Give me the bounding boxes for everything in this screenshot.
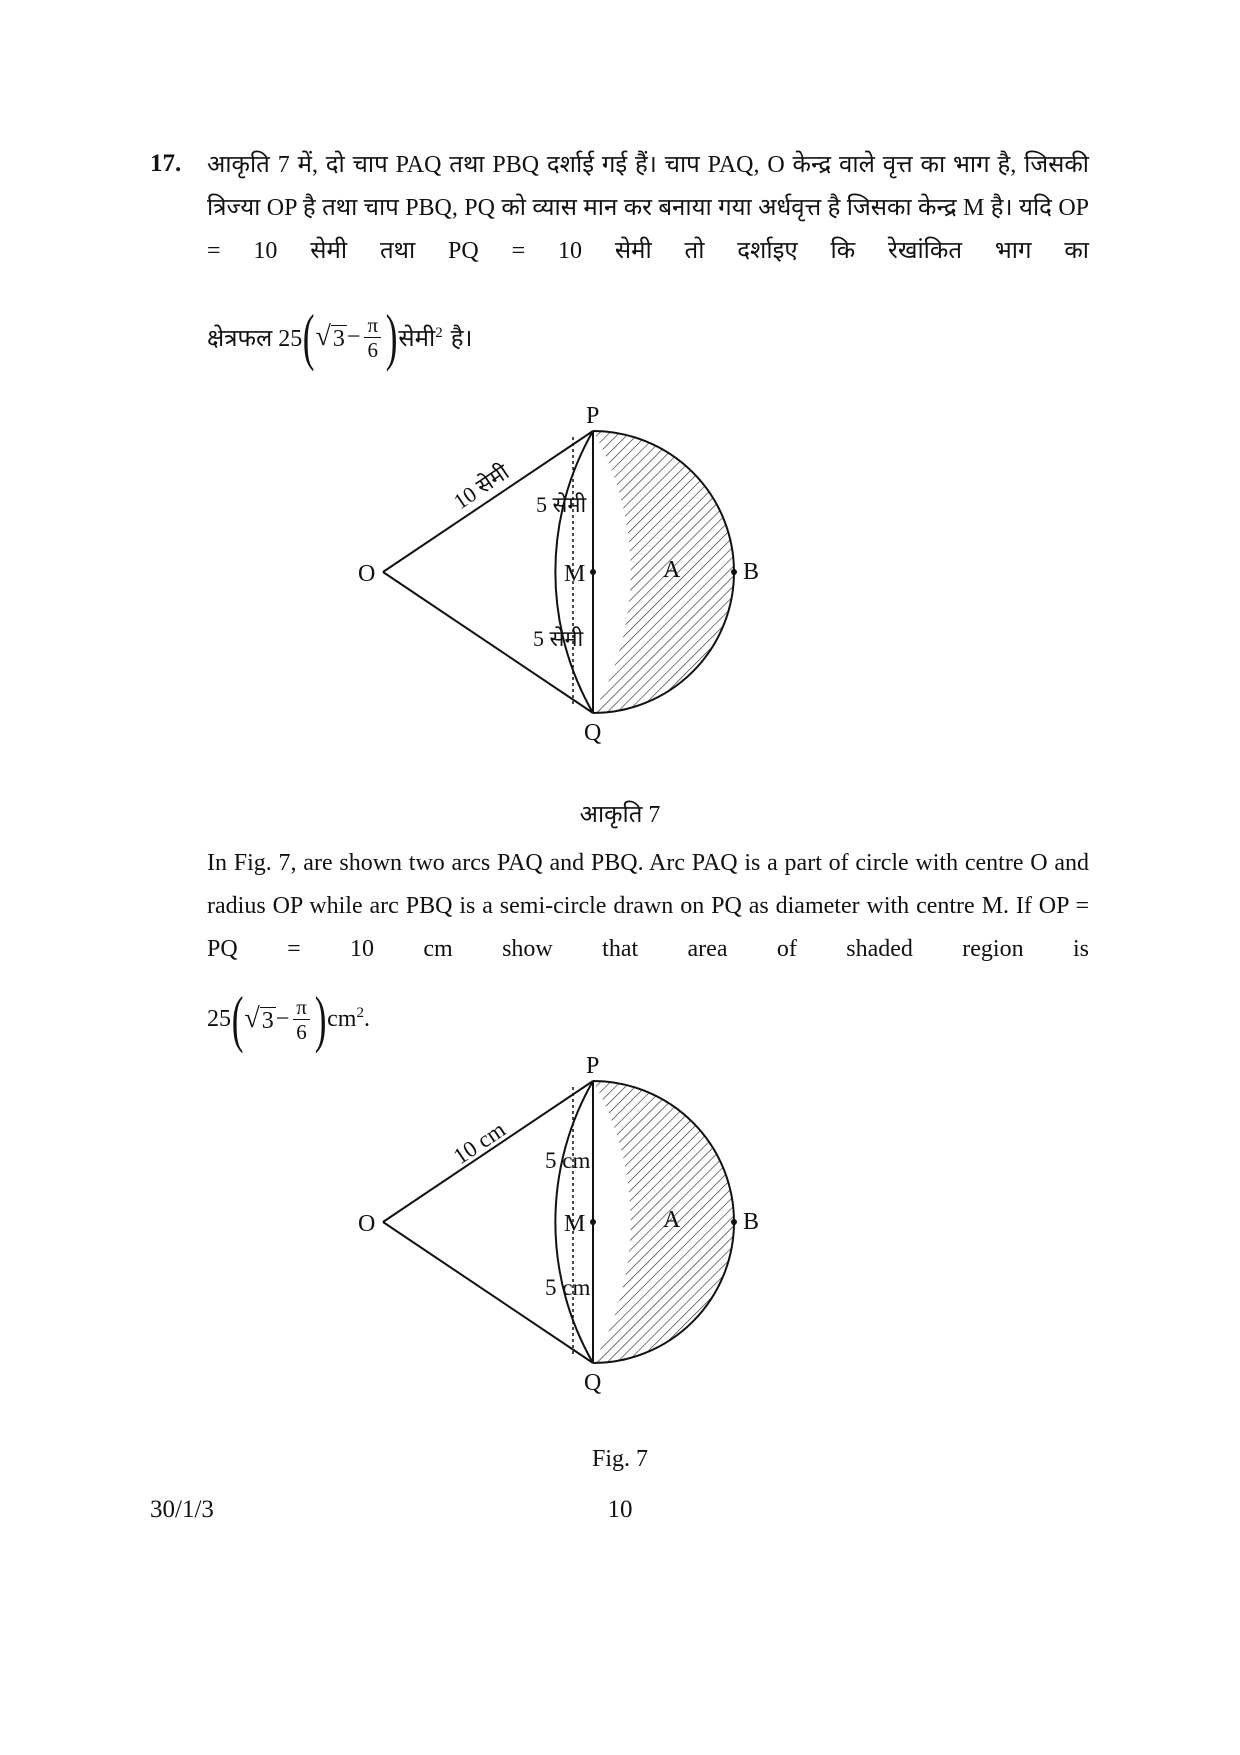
left-paren: ( bbox=[231, 983, 244, 1054]
point-M bbox=[590, 1219, 596, 1225]
point-B bbox=[731, 1219, 737, 1225]
question-number: 17. bbox=[150, 150, 182, 177]
label-A: A bbox=[663, 557, 681, 583]
pi-over-six: $\frac{\pi}{6}$ bbox=[293, 995, 310, 1044]
formula-unit: सेमी$^2$ bbox=[398, 324, 443, 352]
figure-7-hindi bbox=[340, 395, 820, 750]
label-radius: 10 सेमी bbox=[448, 459, 514, 515]
area-formula-english bbox=[207, 983, 370, 1054]
sqrt-three: √ 3 bbox=[315, 321, 345, 352]
label-B: B bbox=[743, 1209, 760, 1235]
question-text-hindi: आकृति 7 में, दो चाप PAQ तथा PBQ दर्शाई गई हैं। चाप PAQ, O केन्द्र वाले वृत्त का भाग है, जिसकी त्रिज्या OP है तथा चाप PBQ, PQ को व्यास मान कर बनाया गया अर्धवृत्त है जिसका केन्द्र M है। यदि OP = 10 सेमी तथा PQ = 10 सेमी तो दर्शाइए कि रेखांकित भाग का bbox=[207, 152, 1089, 264]
label-O: O bbox=[358, 1211, 376, 1237]
formula-prefix: 25 bbox=[207, 1005, 231, 1032]
label-lower-half: 5 सेमी bbox=[533, 626, 584, 651]
left-paren: ( bbox=[303, 301, 315, 372]
label-upper-half: 5 cm bbox=[545, 1148, 591, 1173]
page-number: 10 bbox=[607, 1496, 633, 1523]
formula-unit: $cm^2$ bbox=[327, 1005, 364, 1032]
figure-caption-hindi: आकृति 7 bbox=[579, 802, 661, 828]
formula-suffix: . bbox=[363, 1005, 370, 1032]
label-upper-half: 5 सेमी bbox=[536, 492, 587, 517]
label-M: M bbox=[564, 561, 586, 587]
right-paren: ) bbox=[385, 301, 398, 372]
label-O: O bbox=[358, 561, 376, 587]
formula-suffix: है। bbox=[450, 325, 473, 352]
label-P: P bbox=[586, 1053, 600, 1079]
figure-caption-english: Fig. 7 bbox=[591, 1446, 648, 1472]
right-paren: ) bbox=[314, 983, 327, 1054]
label-B: B bbox=[743, 559, 760, 585]
label-lower-half: 5 cm bbox=[545, 1275, 591, 1300]
point-B bbox=[731, 569, 737, 575]
label-radius: 10 cm bbox=[448, 1116, 510, 1170]
area-formula-hindi bbox=[207, 301, 473, 372]
label-M: M bbox=[564, 1211, 586, 1237]
paper-code: 30/1/3 bbox=[150, 1496, 214, 1523]
sqrt-three: √ 3 bbox=[244, 1003, 274, 1034]
label-A: A bbox=[663, 1207, 681, 1233]
label-Q: Q bbox=[584, 720, 602, 746]
label-P: P bbox=[586, 403, 600, 429]
formula-prefix: क्षेत्रफल 25 bbox=[207, 325, 303, 352]
point-M bbox=[590, 569, 596, 575]
pi-over-six: $\frac{\pi}{6}$ bbox=[364, 313, 381, 362]
label-Q: Q bbox=[584, 1370, 602, 1396]
minus-sign: − bbox=[346, 323, 361, 350]
minus-sign: − bbox=[275, 1005, 290, 1032]
figure-7-english bbox=[340, 1045, 820, 1400]
question-text-english: In Fig. 7, are shown two arcs PAQ and PBQ. Arc PAQ is a part of circle with centre O and radius OP while arc PBQ is a semi-circle drawn on PQ as diameter with centre M. If OP = PQ = 10 cm show that area of shaded region is bbox=[207, 850, 1089, 962]
